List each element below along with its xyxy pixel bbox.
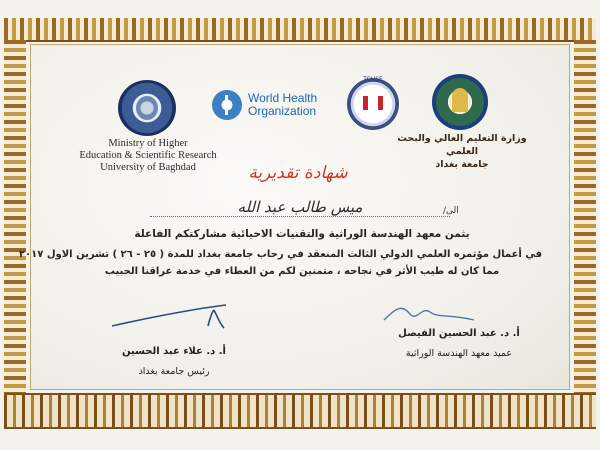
ministry-arabic: وزارة التعليم العالي والبحث العلمي جامعة بغداد: [397, 133, 527, 170]
certificate-title: شهادة تقديرية: [248, 163, 348, 183]
right-signatory-name: أ. د. عبد الحسين الفيصل: [398, 328, 520, 339]
dotted-line: [150, 216, 450, 217]
body-line-3: مما كان له طيب الأثر في نجاحه ، متمنين لكم من العطاء في خدمة عراقنا الحبيب: [104, 266, 500, 277]
tchse-logo: [347, 78, 399, 130]
who-wordmark: World Health Organization: [248, 91, 318, 118]
canada-flag-icon: [363, 96, 383, 110]
right-signatory-role: عميد معهد الهندسة الوراثية: [405, 348, 513, 359]
border-bottom: [4, 393, 596, 429]
left-signatory-name: أ. د. علاء عبد الحسين: [122, 346, 226, 357]
who-logo: [212, 90, 324, 120]
left-signatory-role: رئيس جامعة بغداد: [138, 366, 210, 377]
to-label: الى/: [443, 206, 459, 216]
border-right: [574, 40, 596, 395]
border-top: [4, 18, 596, 42]
who-emblem-icon: [212, 90, 242, 120]
ministry-english: Ministry of Higher Education & Scientific Research University of Baghdad: [79, 138, 217, 173]
border-left: [4, 40, 26, 395]
right-signature: [380, 298, 480, 332]
left-signature: [108, 300, 248, 334]
university-logo: [432, 74, 488, 130]
ministry-logo: [118, 80, 176, 136]
body-line-1: يثمن معهد الهندسة الوراثية والتقنيات الاحيائية مشاركتكم الفاعلة: [134, 228, 470, 240]
body-line-2: في أعمال مؤتمره العلمي الدولي الثالث المنعقد في رحاب جامعة بغداد للمدة ( ٢٥ - ٢٦ ) تشرين الاول ٢٠١٧: [18, 249, 542, 260]
tchse-label: TCHSE: [363, 76, 383, 83]
recipient-name: ميس طالب عبد الله: [237, 198, 363, 216]
